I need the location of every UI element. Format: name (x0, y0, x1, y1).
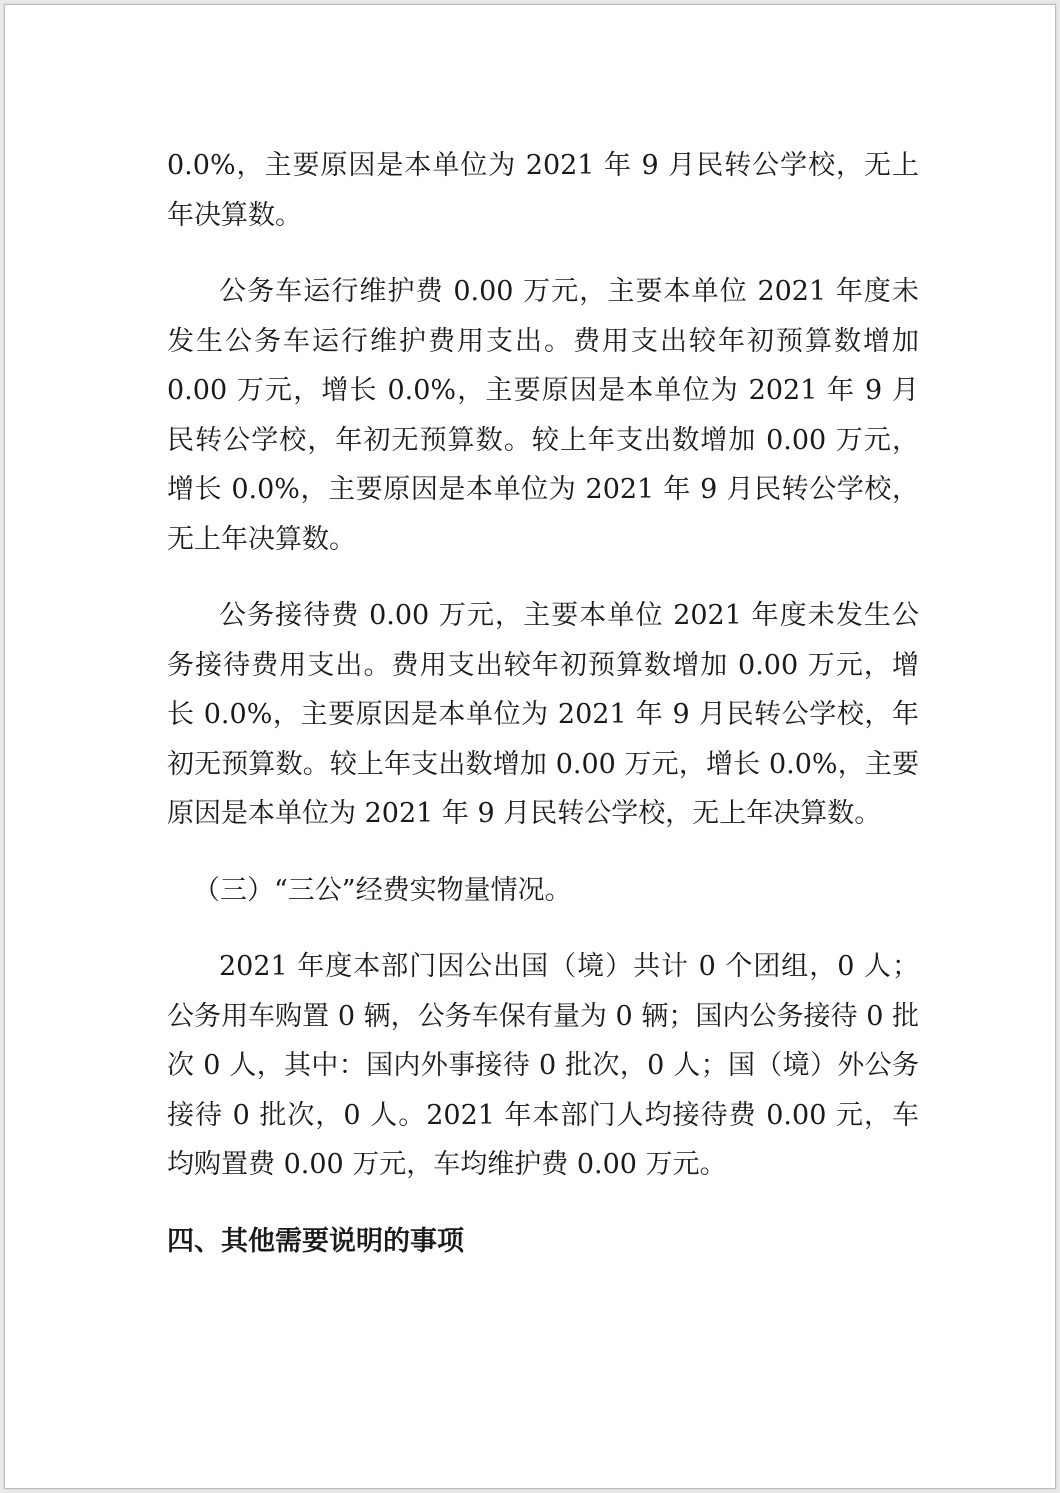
paragraph-reception-fee: 公务接待费 0.00 万元，主要本单位 2021 年度未发生公务接待费用支出。费用支出较年初预算数增加 0.00 万元，增长 0.0%，主要原因是本单位为 2021 年 9 月民转公学校，年初无预算数。较上年支出数增加 0.00 万元，增长 0.0%，主要原因是本单位为 2021 年 9 月民转公学校，无上年决算数。 (167, 600, 919, 829)
subheading-physical-quantity: （三）“三公”经费实物量情况。 (193, 874, 572, 906)
paragraph-vehicle-maintenance: 公务车运行维护费 0.00 万元，主要本单位 2021 年度未发生公务车运行维护费用支出。费用支出较年初预算数增加 0.00 万元，增长 0.0%，主要原因是本单位为 2021 年 9 月民转公学校，年初无预算数。较上年支出数增加 0.00 万元，增长 0.0%，主要原因是本单位为 2021 年 9 月民转公学校，无上年决算数。 (167, 276, 919, 555)
paragraph-physical-quantity: 2021 年度本部门因公出国（境）共计 0 个团组，0 人；公务用车购置 0 辆，公务车保有量为 0 辆；国内公务接待 0 批次 0 人，其中：国内外事接待 0 批次，0 人；国（境）外公务接待 0 批次，0 人。2021 年本部门人均接待费 0.00 元，车均购置费 0.00 万元，车均维护费 0.00 万元。 (167, 951, 919, 1180)
section-heading-other-matters: 四、其他需要说明的事项 (167, 1225, 464, 1257)
page-content (167, 141, 919, 1266)
document-page (4, 4, 1056, 1489)
paragraph-continuation: 0.0%，主要原因是本单位为 2021 年 9 月民转公学校，无上年决算数。 (167, 150, 919, 231)
